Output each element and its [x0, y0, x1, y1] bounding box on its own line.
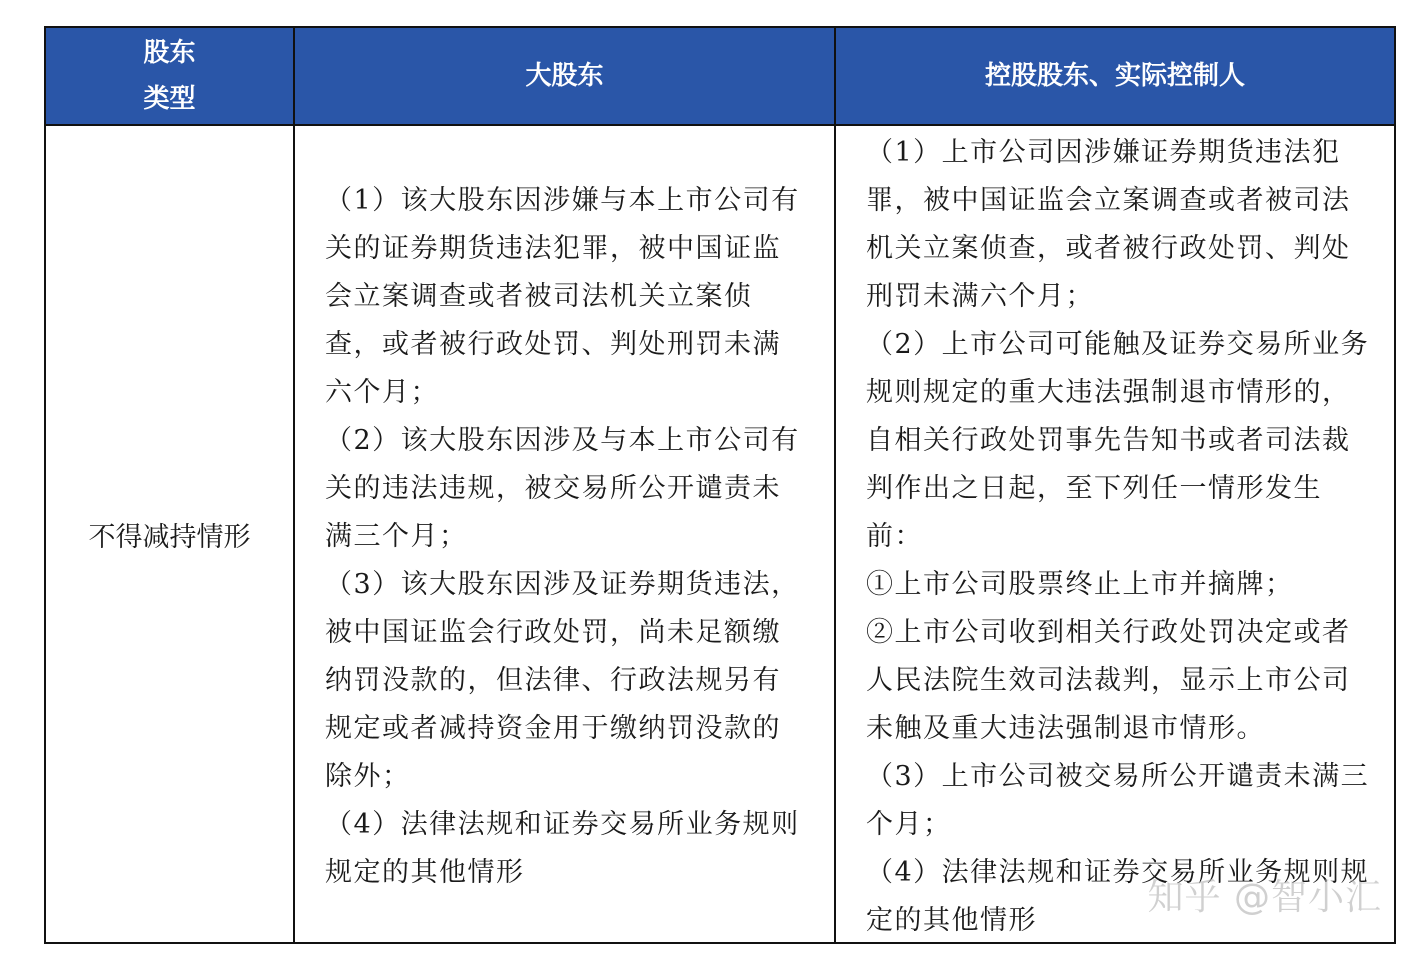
controlling-shareholder-item-2b: ②上市公司收到相关行政处罚决定或者人民法院生效司法裁判，显示上市公司未触及重大违法强制退市情形。: [866, 617, 1351, 744]
header-shareholder-type-line2: 类型: [143, 84, 196, 114]
major-shareholder-text: [325, 177, 807, 897]
controlling-shareholder-item-3: （3）上市公司被交易所公开谴责未满三个月；: [866, 761, 1370, 840]
controlling-shareholder-item-2a: ①上市公司股票终止上市并摘牌；: [866, 569, 1294, 600]
controlling-shareholder-cell: [836, 126, 1394, 942]
controlling-shareholder-text: [866, 129, 1371, 945]
table-header-row: [46, 28, 1394, 126]
controlling-shareholder-item-4: （4）法律法规和证券交易所业务规则规定的其他情形: [866, 857, 1370, 936]
major-shareholder-item-1: （1）该大股东因涉嫌与本上市公司有关的证券期货违法犯罪，被中国证监会立案调查或者被司法机关立案侦查，或者被行政处罚、判处刑罚未满六个月；: [325, 185, 800, 408]
major-shareholder-item-2: （2）该大股东因涉及与本上市公司有关的违法违规，被交易所公开谴责未满三个月；: [325, 425, 800, 552]
major-shareholder-cell: [295, 126, 834, 942]
header-shareholder-type-line1: 股东: [143, 38, 196, 68]
controlling-shareholder-item-2: （2）上市公司可能触及证券交易所业务规则规定的重大违法强制退市情形的，自相关行政处罚事先告知书或者司法裁判作出之日起，至下列任一情形发生前：: [866, 329, 1370, 552]
watermark: 知乎 @智小汇: [1147, 877, 1382, 918]
controlling-shareholder-item-1: （1）上市公司因涉嫌证券期货违法犯罪，被中国证监会立案调查或者被司法机关立案侦查，或者被行政处罚、判处刑罚未满六个月；: [866, 137, 1351, 312]
major-shareholder-item-4: （4）法律法规和证券交易所业务规则规定的其他情形: [325, 809, 800, 888]
header-major-shareholder: 大股东: [525, 61, 604, 91]
major-shareholder-item-3: （3）该大股东因涉及证券期货违法，被中国证监会行政处罚，尚未足额缴纳罚没款的，但法律、行政法规另有规定或者减持资金用于缴纳罚没款的除外；: [325, 569, 800, 792]
rules-table: [44, 26, 1396, 944]
header-controlling-shareholder: 控股股东、实际控制人: [984, 61, 1245, 91]
row-label-cell: [46, 126, 293, 942]
header-shareholder-type: [46, 28, 293, 124]
row-label: 不得减持情形: [88, 521, 251, 553]
